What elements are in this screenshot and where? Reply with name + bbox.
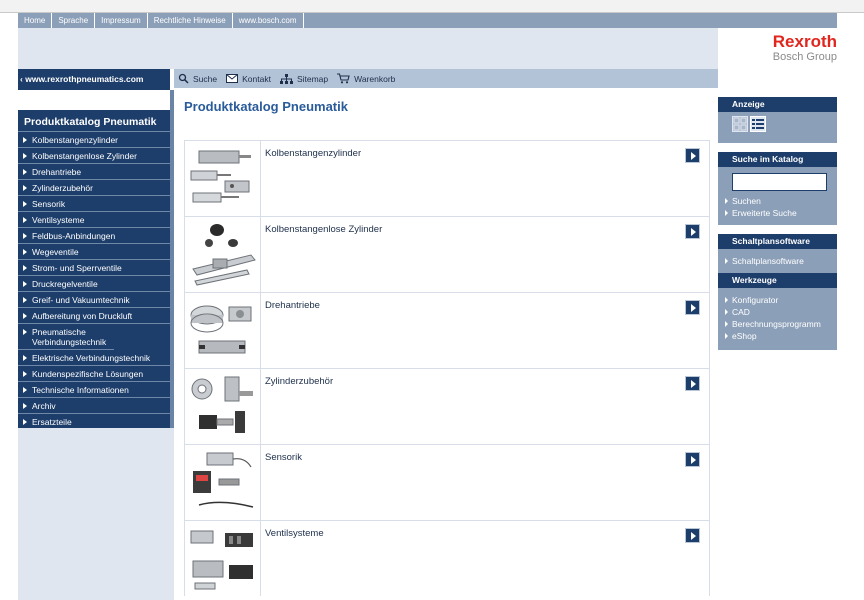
- arrow-right-icon[interactable]: [685, 376, 700, 391]
- software-tools-box: [718, 234, 837, 350]
- sidebar-item-label: Technische Informationen: [32, 385, 129, 395]
- contact-tool-label: Kontakt: [242, 73, 271, 84]
- sidebar-item-kolbenstangenlose-zylinder[interactable]: [18, 148, 170, 164]
- calculation-program-link[interactable]: [718, 318, 837, 330]
- product-row: [185, 140, 709, 216]
- arrow-right-icon: [23, 201, 27, 207]
- product-thumbnail[interactable]: [185, 141, 261, 216]
- arrow-right-icon: [23, 233, 27, 239]
- sidebar-item-drehantriebe[interactable]: [18, 164, 170, 180]
- product-row: [185, 520, 709, 596]
- arrow-right-icon: [725, 297, 728, 303]
- schaltplan-title: Schaltplansoftware: [718, 234, 837, 249]
- advanced-search-link[interactable]: [718, 207, 837, 219]
- product-row: [185, 444, 709, 520]
- sitemap-tool-label: Sitemap: [296, 73, 329, 84]
- arrow-right-icon[interactable]: [685, 224, 700, 239]
- arrow-right-icon: [23, 313, 27, 319]
- arrow-right-icon: [23, 371, 27, 377]
- topnav-impressum[interactable]: Impressum: [95, 13, 148, 28]
- search-tool[interactable]: [178, 73, 217, 84]
- sidebar-item-feldbus-anbindungen[interactable]: [18, 228, 170, 244]
- sidebar-item-label: Wegeventile: [32, 247, 79, 257]
- list-view-icon[interactable]: [750, 116, 766, 132]
- sitemap-icon: [280, 74, 293, 84]
- sidebar-item-sensorik[interactable]: [18, 196, 170, 212]
- logo-sub: Bosch Group: [772, 51, 837, 63]
- sidebar-item-label: Druckregelventile: [32, 279, 98, 289]
- arrow-right-icon: [23, 387, 27, 393]
- product-name[interactable]: Kolbenstangenzylinder: [265, 148, 362, 159]
- cart-tool[interactable]: [337, 73, 395, 84]
- sensor-image: [185, 445, 260, 520]
- topnav-sprache[interactable]: Sprache: [52, 13, 95, 28]
- catalog-search-input[interactable]: [732, 173, 827, 191]
- sidebar-item-archiv[interactable]: [18, 398, 170, 414]
- sidebar-spacer: [18, 90, 170, 110]
- catalog-search-title: Suche im Katalog: [718, 152, 837, 167]
- advanced-search-link-label: Erweiterte Suche: [732, 208, 797, 218]
- rodless-cylinder-image: [185, 217, 260, 292]
- product-name[interactable]: Zylinderzubehör: [265, 376, 334, 387]
- product-name[interactable]: Drehantriebe: [265, 300, 320, 311]
- arrow-right-icon[interactable]: [685, 300, 700, 315]
- cad-link-label: CAD: [732, 307, 750, 317]
- product-list: [184, 140, 710, 596]
- configurator-link[interactable]: [718, 294, 837, 306]
- eshop-link-label: eShop: [732, 331, 757, 341]
- sidebar-item-pneumatische-verbindungstechnik[interactable]: [18, 324, 114, 350]
- sidebar-item-greif-und-vakuumtechnik[interactable]: [18, 292, 170, 308]
- sidebar-item-wegeventile[interactable]: [18, 244, 170, 260]
- sidebar-item-label: Elektrische Verbindungstechnik: [32, 353, 151, 363]
- cylinder-image: [185, 141, 260, 216]
- arrow-right-icon[interactable]: [685, 452, 700, 467]
- search-tool-label: Suche: [193, 73, 218, 84]
- arrow-right-icon[interactable]: [685, 528, 700, 543]
- topnav-bosch-link[interactable]: www.bosch.com: [233, 13, 304, 28]
- sidebar-item-kundenspezifische-loesungen[interactable]: [18, 366, 170, 382]
- search-link-label: Suchen: [732, 196, 761, 206]
- product-name[interactable]: Kolbenstangenlose Zylinder: [265, 224, 383, 235]
- topnav-home[interactable]: Home: [18, 13, 52, 28]
- sidebar-item-aufbereitung-von-druckluft[interactable]: [18, 308, 170, 324]
- product-row: [185, 216, 709, 292]
- arrow-right-icon: [23, 153, 27, 159]
- cart-icon: [337, 73, 350, 84]
- product-name[interactable]: Ventilsysteme: [265, 528, 324, 539]
- arrow-right-icon: [725, 210, 728, 216]
- sidebar-item-zylinderzubehoer[interactable]: [18, 180, 170, 196]
- arrow-right-icon: [23, 403, 27, 409]
- product-thumbnail[interactable]: [185, 521, 261, 596]
- product-row: [185, 292, 709, 368]
- sidebar-item-label: Pneumatische Verbindungstechnik: [32, 327, 107, 347]
- arrow-right-icon: [23, 217, 27, 223]
- back-arrow-icon: ‹: [20, 74, 23, 84]
- browser-top-edge: [0, 0, 864, 13]
- eshop-link[interactable]: [718, 330, 837, 342]
- arrow-right-icon: [23, 249, 27, 255]
- sidebar-item-label: Greif- und Vakuumtechnik: [32, 295, 130, 305]
- sidebar-item-label: Strom- und Sperrventile: [32, 263, 122, 273]
- view-toggles: [718, 112, 837, 132]
- arrow-right-icon: [23, 137, 27, 143]
- product-thumbnail[interactable]: [185, 369, 261, 444]
- arrow-right-icon: [23, 169, 27, 175]
- product-thumbnail[interactable]: [185, 293, 261, 368]
- sidebar-title: Produktkatalog Pneumatik: [18, 110, 170, 132]
- sidebar-shadow: [170, 90, 174, 428]
- catalog-search-box: [718, 152, 837, 225]
- sidebar-item-label: Archiv: [32, 401, 56, 411]
- contact-tool[interactable]: [226, 74, 271, 84]
- arrow-right-icon: [23, 355, 27, 361]
- sidebar-item-elektrische-verbindungstechnik[interactable]: [18, 350, 170, 366]
- arrow-right-icon: [23, 281, 27, 287]
- schaltplan-link[interactable]: [718, 255, 837, 267]
- mail-icon: [226, 74, 238, 83]
- sidebar-item-label: Kolbenstangenlose Zylinder: [32, 151, 137, 161]
- toolbar: [174, 69, 718, 88]
- product-thumbnail[interactable]: [185, 445, 261, 520]
- sidebar-item-label: Ventilsysteme: [32, 215, 85, 225]
- sidebar-item-label: Zylinderzubehör: [32, 183, 93, 193]
- cart-tool-label: Warenkorb: [354, 73, 396, 84]
- display-options-title: Anzeige: [718, 97, 837, 112]
- sidebar-item-label: Drehantriebe: [32, 167, 82, 177]
- configurator-link-label: Konfigurator: [732, 295, 779, 305]
- rexroth-logo[interactable]: [742, 33, 837, 63]
- schaltplan-link-label: Schaltplansoftware: [732, 256, 804, 266]
- sidebar-item-kolbenstangenzylinder[interactable]: [18, 132, 170, 148]
- product-thumbnail[interactable]: [185, 217, 261, 292]
- valve-system-image: [185, 521, 260, 596]
- page-title: Produktkatalog Pneumatik: [184, 99, 348, 114]
- display-options-box: [718, 97, 837, 143]
- sitemap-tool[interactable]: [280, 74, 328, 84]
- sidebar-item-label: Kolbenstangenzylinder: [32, 135, 119, 145]
- grid-view-icon[interactable]: [732, 116, 748, 132]
- arrow-right-icon: [23, 297, 27, 303]
- rotary-actuator-image: [185, 293, 260, 368]
- arrow-right-icon: [725, 198, 728, 204]
- cylinder-accessory-image: [185, 369, 260, 444]
- arrow-right-icon: [23, 185, 27, 191]
- sidebar-item-druckregelventile[interactable]: [18, 276, 170, 292]
- arrow-right-icon: [725, 333, 728, 339]
- sidebar-item-label: Feldbus-Anbindungen: [32, 231, 116, 241]
- site-url-label: www.rexrothpneumatics.com: [25, 74, 144, 84]
- arrow-right-icon: [725, 321, 728, 327]
- arrow-right-icon: [725, 258, 728, 264]
- sidebar-item-label: Ersatzteile: [32, 417, 72, 427]
- logo-brand: Rexroth: [772, 32, 837, 51]
- calculation-program-link-label: Berechnungsprogramm: [732, 319, 821, 329]
- site-url-link[interactable]: [18, 69, 170, 90]
- werkzeuge-title: Werkzeuge: [718, 273, 837, 288]
- sidebar-item-label: Sensorik: [32, 199, 66, 209]
- header-band: [18, 28, 718, 69]
- arrow-right-icon: [23, 265, 27, 271]
- arrow-right-icon: [23, 419, 27, 425]
- sidebar-item-strom-und-sperrventile[interactable]: [18, 260, 170, 276]
- arrow-right-icon: [23, 329, 27, 335]
- sidebar: [18, 110, 170, 438]
- topnav-rechtliche-hinweise[interactable]: Rechtliche Hinweise: [148, 13, 233, 28]
- sidebar-item-technische-informationen[interactable]: [18, 382, 170, 398]
- sidebar-item-label: Aufbereitung von Druckluft: [32, 311, 133, 321]
- product-row: [185, 368, 709, 444]
- search-link[interactable]: [718, 195, 837, 207]
- left-background: [18, 428, 174, 600]
- search-icon: [178, 73, 189, 84]
- cad-link[interactable]: [718, 306, 837, 318]
- arrow-right-icon[interactable]: [685, 148, 700, 163]
- arrow-right-icon: [725, 309, 728, 315]
- sidebar-item-ventilsysteme[interactable]: [18, 212, 170, 228]
- top-navigation: [18, 13, 837, 28]
- sidebar-item-label: Kundenspezifische Lösungen: [32, 369, 144, 379]
- product-name[interactable]: Sensorik: [265, 452, 302, 463]
